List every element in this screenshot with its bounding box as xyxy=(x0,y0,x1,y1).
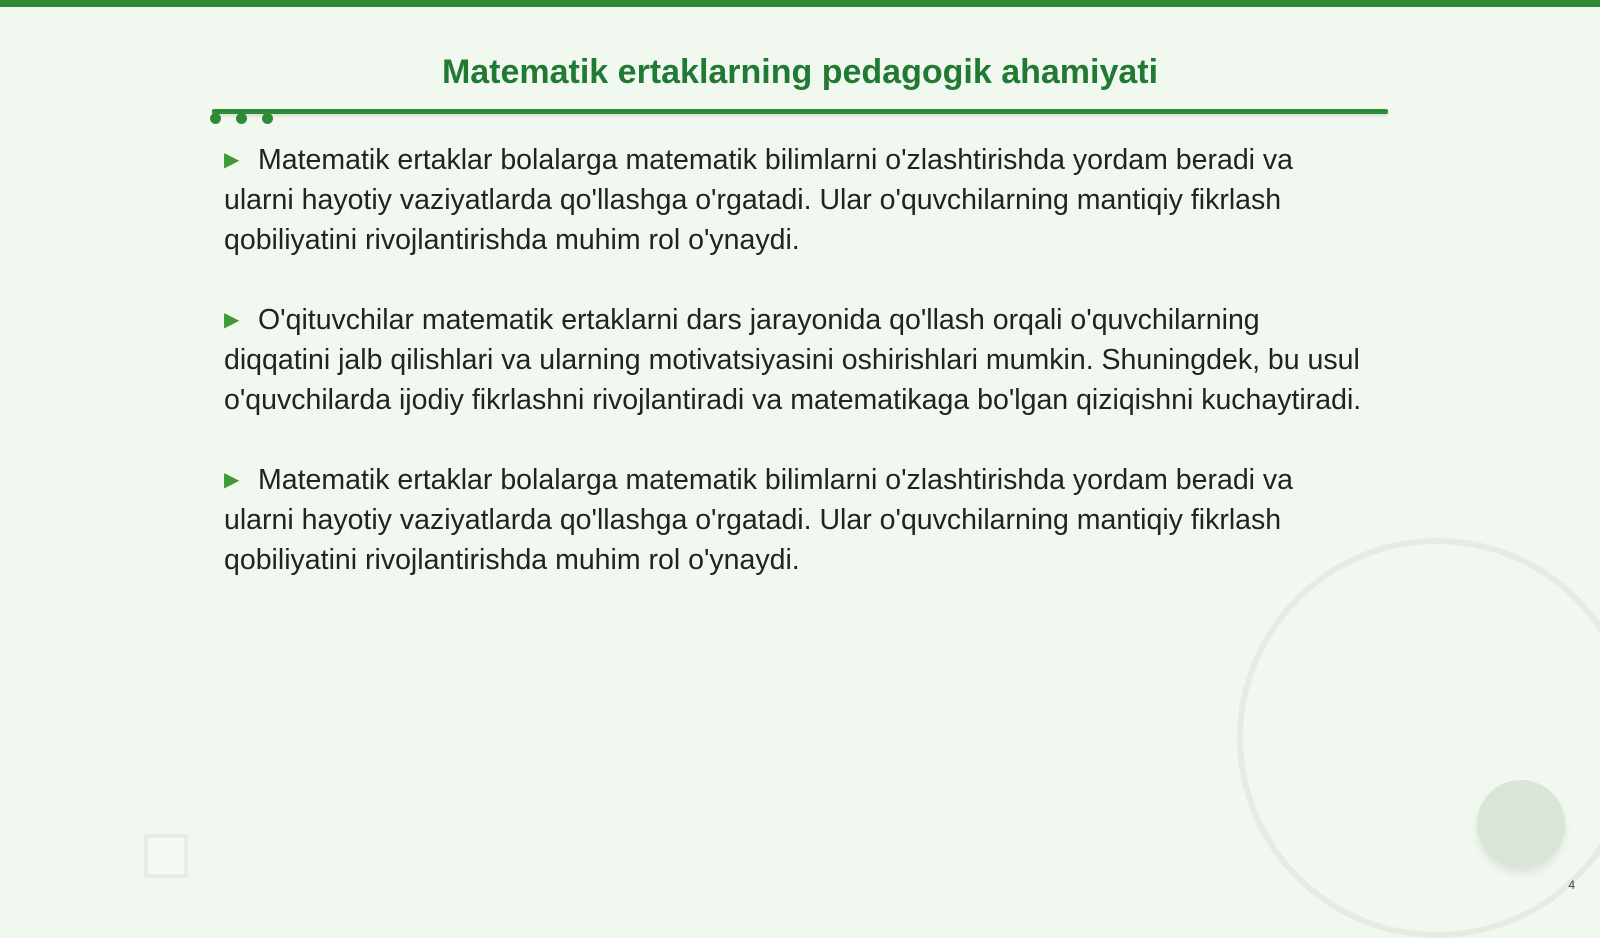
decorative-dot xyxy=(210,113,221,124)
title-underline xyxy=(212,109,1388,114)
decorative-square xyxy=(144,834,188,878)
decorative-dot xyxy=(236,113,247,124)
bullet-arrow-icon: ▶ xyxy=(224,469,240,491)
bullet-item xyxy=(224,460,1364,580)
bullet-arrow-icon: ▶ xyxy=(224,149,240,171)
bullet-list xyxy=(224,140,1364,620)
bullet-text: Matematik ertaklar bolalarga matematik bilimlarni o'zlashtirishda yordam beradi va ularni hayotiy vaziyatlarda qo'llashga o'rgatadi. Ular o'quvchilarning mantiqiy fikrlash qobiliyatini rivojlantirishda muhim rol o'ynaydi. xyxy=(224,144,1294,256)
bullet-arrow-icon: ▶ xyxy=(224,309,240,331)
slide-title: Matematik ertaklarning pedagogik ahamiyati xyxy=(441,53,1159,91)
decorative-dot xyxy=(262,113,273,124)
bullet-item xyxy=(224,140,1364,260)
bullet-item xyxy=(224,300,1364,420)
page-number: 4 xyxy=(1568,878,1575,892)
bullet-text: Matematik ertaklar bolalarga matematik bilimlarni o'zlashtirishda yordam beradi va ularni hayotiy vaziyatlarda qo'llashga o'rgatadi. Ular o'quvchilarning mantiqiy fikrlash qobiliyatini rivojlantirishda muhim rol o'ynaydi. xyxy=(224,464,1294,576)
decorative-circle xyxy=(1477,780,1565,868)
top-accent-bar xyxy=(0,0,1600,7)
bullet-text: O'qituvchilar matematik ertaklarni dars jarayonida qo'llash orqali o'quvchilarning diqqatini jalb qilishlari va ularning motivatsiyasini oshirishlari mumkin. Shuningdek, bu usul o'quvchilarda ijodiy fikrlashni rivojlantiradi va matematikaga bo'lgan qiziqishni kuchaytiradi. xyxy=(224,304,1362,416)
